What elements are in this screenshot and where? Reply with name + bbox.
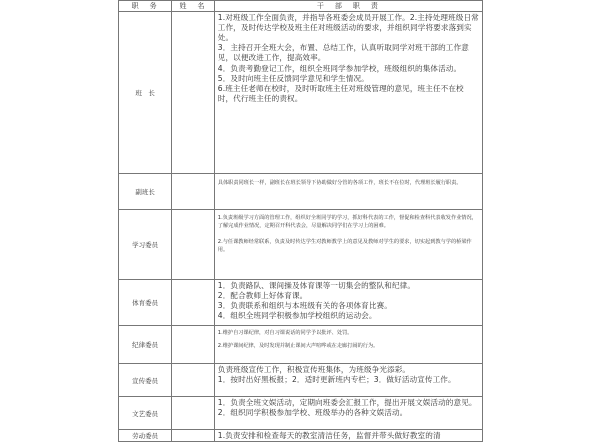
duty-line: 2．配合教师上好体育课。 bbox=[217, 290, 308, 300]
table-row bbox=[119, 280, 483, 326]
header-duty: 干 部 职 责 bbox=[214, 1, 482, 12]
table-row bbox=[119, 326, 483, 364]
header-role: 职 务 bbox=[119, 1, 172, 12]
name-cell bbox=[172, 397, 215, 430]
name-cell bbox=[172, 430, 215, 442]
table-row bbox=[119, 397, 483, 430]
duty-cell bbox=[214, 12, 482, 174]
duty-line: 1．负责路队、课间操及体育课等一切集会的整队和纪律。 bbox=[217, 280, 416, 290]
duty-cell bbox=[214, 364, 482, 397]
table-header-row bbox=[119, 1, 483, 12]
duty-cell bbox=[214, 174, 482, 210]
duty-line: 4．负责考勤登记工作，组织全班同学参加学校，班级组织的集体活动。 bbox=[217, 63, 462, 73]
duty-table bbox=[118, 0, 483, 442]
duty-line: 具体职责同班长一样，副班长在班长领导下协助做好分管的各项工作，班长不在位时，代理班长履行职责。 bbox=[217, 179, 462, 186]
duty-line: 3．主持召开全班大会，布置、总结工作，认真听取同学对班干部的工作意见，以便改进工作，提高效率。 bbox=[217, 43, 469, 63]
name-cell bbox=[172, 12, 215, 174]
role-cell: 劳动委员 bbox=[119, 430, 172, 442]
duty-line: 1．按时出好黑板报；2．适时更新班内专栏；3．做好活动宣传工作。 bbox=[217, 374, 456, 384]
role-cell: 纪律委员 bbox=[119, 326, 172, 364]
duty-line: 2．组织同学积极参加学校、班级举办的各种文娱活动。 bbox=[217, 407, 408, 417]
table-row bbox=[119, 210, 483, 280]
role-cell: 班 长 bbox=[119, 12, 172, 174]
duty-line: 3．负责联系和组织与本班级有关的各项体育比赛。 bbox=[217, 300, 392, 310]
name-cell bbox=[172, 364, 215, 397]
duty-line: 6.班主任老师在校时，及时听取班主任对班级管理的意见，班主任不在校时，代行班主任的责权。 bbox=[217, 83, 464, 104]
duty-line: 1.负责安排和检查每天的教室清洁任务，监督并带头做好教室的清 bbox=[217, 430, 441, 440]
table-row bbox=[119, 12, 483, 174]
duty-line: 1.对班级工作全面负责，并指导各班委会成员开展工作。2.主持处理班级日常工作，及时传达学校及班主任对班级活动的要求，并组织同学将要求落到实处。 bbox=[217, 12, 479, 42]
duty-line: 4．组织全班同学积极参加学校组织的运动会。 bbox=[217, 311, 377, 321]
duty-line: 1.负责班级学习方面的管理工作，组织好全班同学的学习，抓好科代表的工作，督促和检查科代表收发作业情况，了解完成作业情况，定期召开科代表会，尽量解决同学们在学习上的困难。 bbox=[217, 214, 477, 229]
table-row bbox=[119, 174, 483, 210]
name-cell bbox=[172, 280, 215, 326]
duty-cell bbox=[214, 397, 482, 430]
name-cell bbox=[172, 326, 215, 364]
duty-line: 2.与任课教师经常联系，负责及时传达学生对教师教学上的意见及教师对学生的要求，切实起到教与学的桥梁作用。 bbox=[217, 238, 472, 253]
duty-line: 2.维护课间纪律，及时发现并制止课间大声喧哗或在走廊打闹的行为。 bbox=[217, 342, 379, 349]
duty-line: 5．及时向班主任反馈同学意见和学生情况。 bbox=[217, 73, 369, 83]
duty-line: 1．负责全班文娱活动，定期向班委会汇报工作，提出开展文娱活动的意见。 bbox=[217, 397, 477, 407]
duty-cell bbox=[214, 210, 482, 280]
role-cell: 副班长 bbox=[119, 174, 172, 210]
duty-line: 1.维护自习课纪律，对自习课说话的同学予以批评、处罚。 bbox=[217, 329, 353, 336]
header-name: 姓 名 bbox=[172, 1, 215, 12]
duty-cell bbox=[214, 280, 482, 326]
role-cell: 学习委员 bbox=[119, 210, 172, 280]
duty-line: 负责班级宣传工作，积极宣传班集体，为班级争光添彩。 bbox=[217, 364, 411, 374]
role-cell: 文艺委员 bbox=[119, 397, 172, 430]
table-row bbox=[119, 364, 483, 397]
name-cell bbox=[172, 210, 215, 280]
role-cell: 体育委员 bbox=[119, 280, 172, 326]
role-cell: 宣传委员 bbox=[119, 364, 172, 397]
duty-cell bbox=[214, 326, 482, 364]
duty-cell bbox=[214, 430, 482, 442]
name-cell bbox=[172, 174, 215, 210]
table-row bbox=[119, 430, 483, 442]
